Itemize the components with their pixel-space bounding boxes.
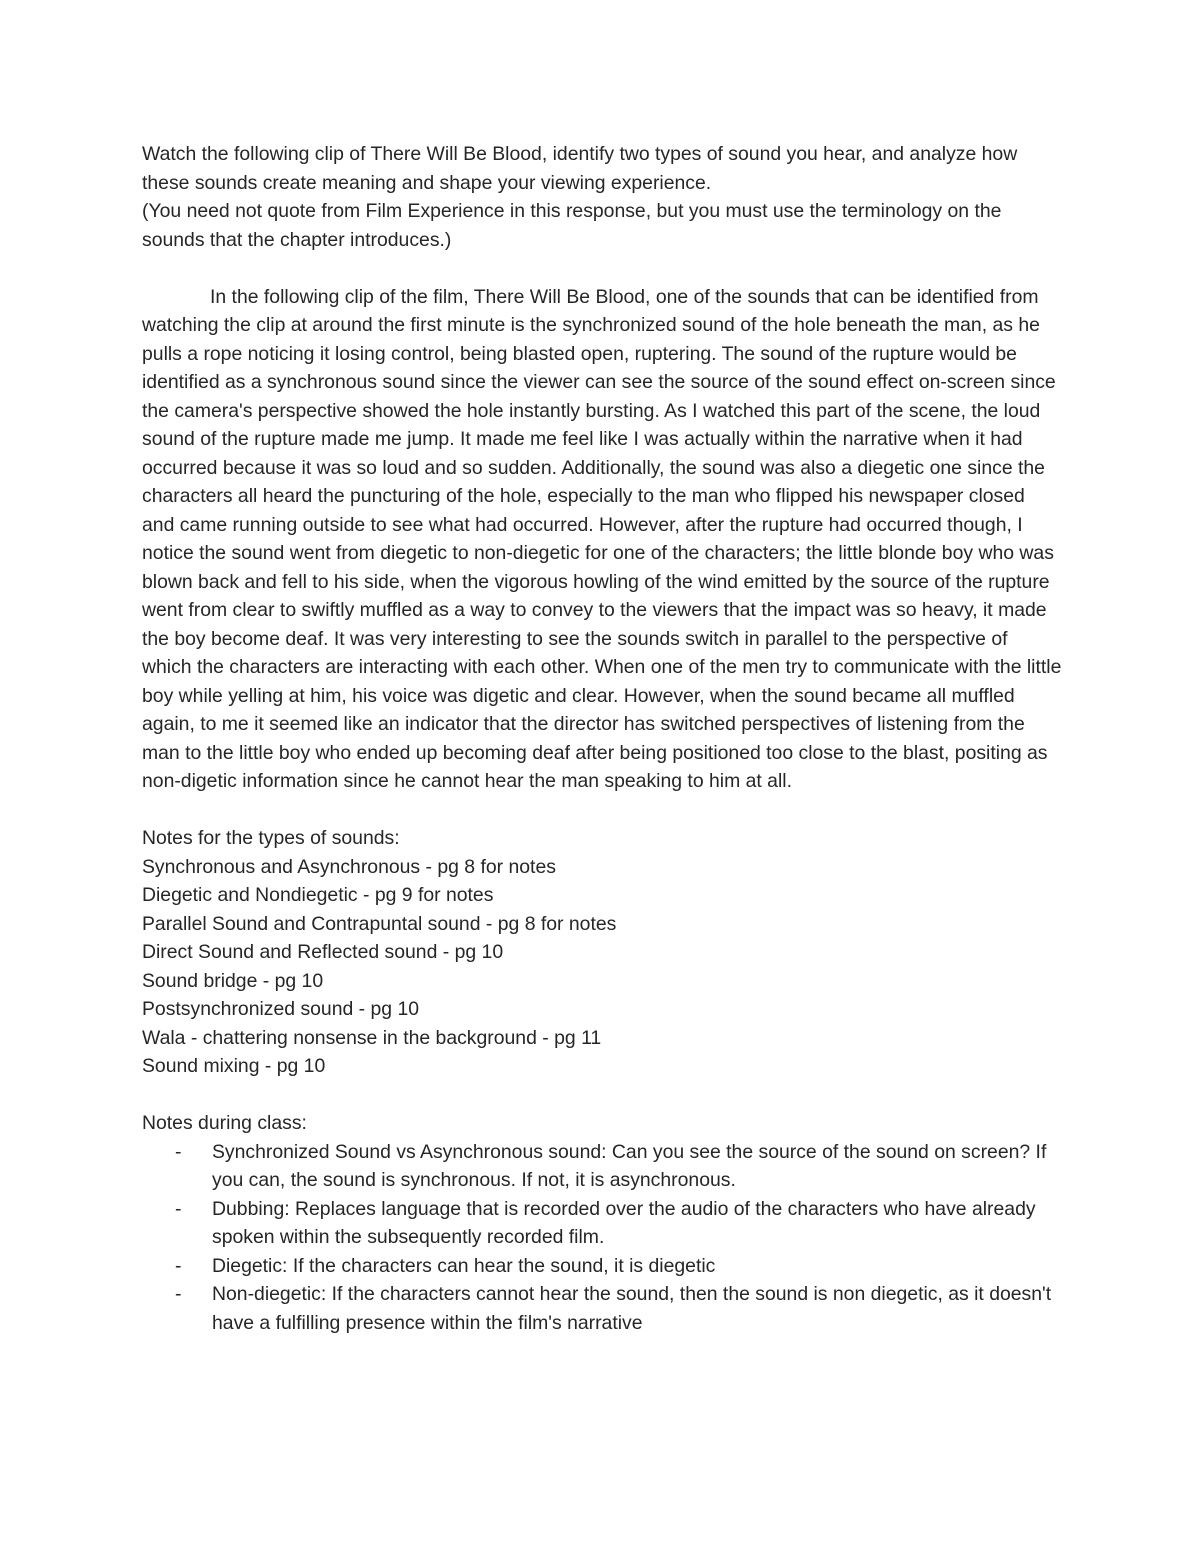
bullet-dash: - — [175, 1197, 182, 1220]
list-item: Wala - chattering nonsense in the background - pg 11 — [142, 1026, 602, 1049]
document-page — [142, 140, 1062, 1337]
sound-types-list — [142, 853, 1062, 1081]
list-item: Parallel Sound and Contrapuntal sound - pg 8 for notes — [142, 912, 617, 935]
list-item: Synchronous and Asynchronous - pg 8 for notes — [142, 855, 556, 878]
spacer — [142, 796, 1062, 825]
bullet-dash: - — [175, 1254, 182, 1277]
list-item: Diegetic and Nondiegetic - pg 9 for notes — [142, 884, 494, 906]
prompt-question: Watch the following clip of There Will Be Blood, identify two types of sound you hear, and analyze how these sounds create meaning and shape your viewing experience. — [142, 143, 1018, 194]
list-item-text: Diegetic: If the characters can hear the sound, it is diegetic — [212, 1254, 716, 1277]
list-item-text: Dubbing: Replaces language that is recorded over the audio of the characters who have already spoken within the subsequently recorded film. — [212, 1197, 1036, 1248]
bullet-dash: - — [175, 1283, 182, 1305]
list-item: Sound mixing - pg 10 — [142, 1055, 326, 1077]
class-notes-list — [142, 1138, 1062, 1338]
list-item: Postsynchronized sound - pg 10 — [142, 998, 420, 1020]
class-notes-heading: Notes during class: — [142, 1112, 307, 1134]
response-paragraph: In the following clip of the film, There Will Be Blood, one of the sounds that can be identified from watching the clip at around the first minute is the synchronized sound of the hole beneath the man, as he pulls a rope noticing it losing control, being blasted open, ruptering. The sound of the rupture would be identified as a synchronous sound since the viewer can see the source of the sound effect on-screen since the camera's perspective showed the hole instantly bursting. As I watched this part of the scene, the loud sound of the rupture made me jump. It made me feel like I was actually within the narrative when it had occurred because it was so loud and so sudden. Additionally, the sound was also a diegetic one since the characters all heard the puncturing of the hole, especially to the man who flipped his newspaper closed and came running outside to see what had occurred. However, after the rupture had occurred though, I notice the sound went from diegetic to non-diegetic for one of the characters; the little blonde boy who was blown back and fell to his side, when the vigorous howling of the wind emitted by the source of the rupture went from clear to swiftly muffled as a way to convey to the viewers that the impact was so heavy, it made the boy become deaf. It was very interesting to see the sounds switch in parallel to the perspective of which the characters are interacting with each other. When one of the men try to communicate with the little boy while yelling at him, his voice was digetic and clear. However, when the sound became all muffled again, to me it seemed like an indicator that the director has switched perspectives of listening from the man to the little boy who ended up becoming deaf after being positioned too close to the blast, positing as non-digetic information since he cannot hear the man speaking to him at all. — [142, 285, 1062, 792]
list-item — [142, 1195, 1062, 1252]
list-item: Sound bridge - pg 10 — [142, 969, 324, 992]
sound-types-heading: Notes for the types of sounds: — [142, 827, 400, 849]
prompt-instructions: (You need not quote from Film Experience in this response, but you must use the terminology on the sounds that the chapter introduces.) — [142, 200, 1002, 251]
spacer — [142, 1081, 1062, 1110]
bullet-dash: - — [175, 1140, 182, 1163]
list-item — [142, 1138, 1062, 1195]
assignment-prompt — [142, 140, 1062, 254]
class-notes — [142, 1109, 1062, 1337]
list-item — [142, 1280, 1062, 1337]
list-item-text: Non-diegetic: If the characters cannot hear the sound, then the sound is non diegetic, as it doesn't have a fulfilling presence within the film's narrative — [212, 1283, 1052, 1334]
list-item: Direct Sound and Reflected sound - pg 10 — [142, 941, 504, 963]
sound-types-notes — [142, 824, 1062, 1081]
spacer — [142, 254, 1062, 283]
list-item — [142, 1252, 1062, 1281]
list-item-text: Synchronized Sound vs Asynchronous sound: Can you see the source of the sound on screen? If you can, the sound is synchronous. If not, it is asynchronous. — [212, 1140, 1047, 1191]
